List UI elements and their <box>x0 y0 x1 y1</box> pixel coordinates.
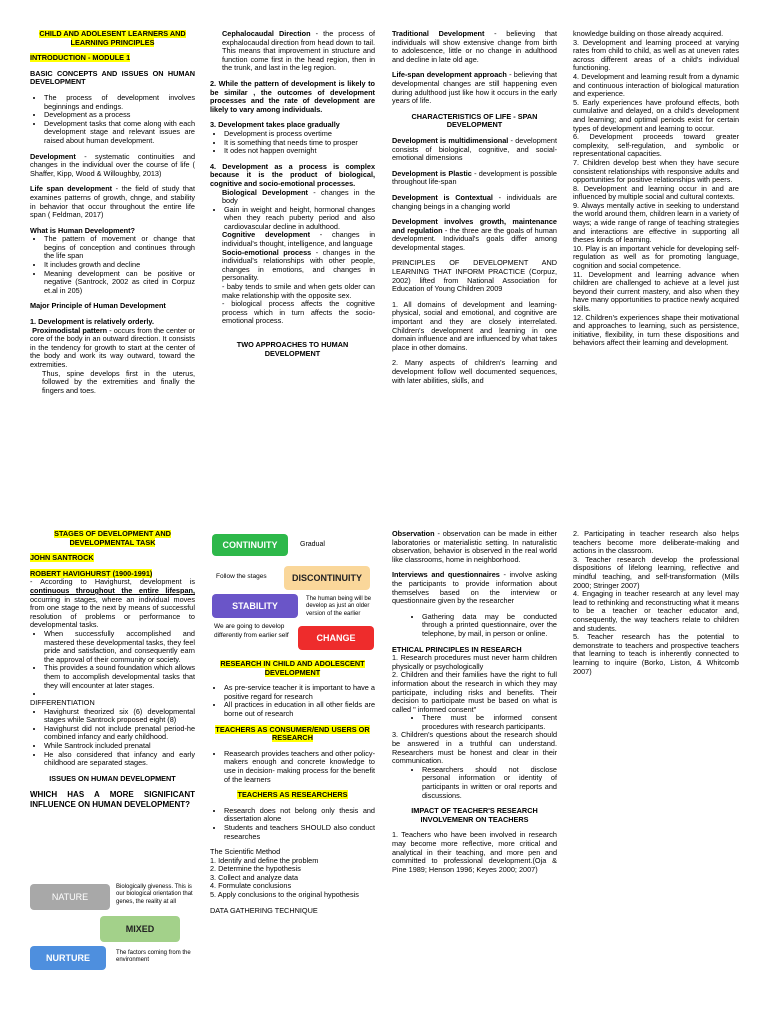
research-list <box>210 684 375 718</box>
biological-development: Biological Development - changes in the body <box>222 187 375 206</box>
baby-text: - baby tends to smile and when gets older can make relationship with the opposite sex. <box>222 282 375 300</box>
list-item: • Havighurst did not include prenatal period-he combined infancy and early childhood. <box>44 725 195 742</box>
impact-item: 3. Teacher research develop the professional dispositions of lifelong learning, reflective and mindful teaching, and self-transformation (Mills 2000; Stringer 2007) <box>573 554 739 590</box>
which-heading: WHICH HAS A MORE SIGNIFICANT INFLUENCE ON HUMAN DEVELOPMENT? <box>30 790 195 809</box>
research-heading: RESEARCH IN CHILD AND ADOLESCENT DEVELOPMENT <box>220 660 365 677</box>
list-item: • This provides a sound foundation which allows them to accomplish developmental tasks that they will encounter at later stages. <box>44 664 195 690</box>
impact-item-1: 1. Teachers who have been involved in research may become more reflective, more critical and analytical in their teaching, and more pen and committed to professional development.(Oja & Pine 1989; Henson 1996; Keyes 2000; 2007) <box>392 830 557 874</box>
basic-concepts-list <box>30 94 195 146</box>
impact-item: 2. Participating in teacher research also helps teachers become more deliberate-making and actions in the classroom. <box>573 530 739 556</box>
document-title: CHILD AND ADOLESENT LEARNERS AND LEARNING PRINCIPLES <box>39 30 186 47</box>
principles-heading: PRINCIPLES OF DEVELOPMENT AND LEARNING THAT INFORM PRACTICE (Corpuz, 2002) lifted from National Association for Education of Young Children 2009 <box>392 258 557 294</box>
bottom-column-2 <box>210 660 375 970</box>
two-approaches-heading: TWO APPROACHES TO HUMAN DEVELOPMENT <box>236 340 349 358</box>
discontinuity-box: DISCONTINUITY <box>284 566 370 590</box>
ethical-3-list <box>392 766 557 800</box>
socio-emotional-process: Socio-emotional process - changes in the individual's relationships with other people, changes in emotions, and changes in personality. <box>222 247 375 283</box>
multidimensional: Development is multidimensional - development consists of biological, cognitive, and social-emotional dimensions <box>392 135 557 163</box>
havighurst-intro: - According to Havighurst, development is continuous throughout the entire lifespan, occurring in stages, where an individual moves from one stage to the next by means of successful resolution of problems or performance to developmental tasks. <box>30 577 195 630</box>
nurture-note: The factors coming from the environment <box>116 950 191 964</box>
list-item: • When successfully accomplished and mastered these developmental tasks, they feel pride and satisfaction, and consequently earn the approval of their community or society. <box>44 630 195 664</box>
principle-3-heading: 3. Development takes place gradually <box>210 120 340 130</box>
principle-item: 11. Development and learning advance when children are challenged to achieve at a level just beyond their current mastery, and also when they have many opportunities to practice newly acquired skills. <box>573 269 739 313</box>
list-item: 3. Collect and analyze data <box>210 872 299 882</box>
nature-note: Biologically giveness. This is our biological orientation that genes, the reality at all <box>116 884 193 905</box>
impact-item: 5. Teacher research has the potential to demonstrate to teachers and prospective teachers that learning to teach is inherently connected to learning to inquire (Borko, Liston, & Whitcomb 2007) <box>573 632 739 676</box>
contextual: Development is Contextual - individuals are changing beings in a changing world <box>392 192 557 211</box>
lifespan-approach: Life-span development approach - believing that developmental changes are still happening even during adulthood just like how it occurs in the early years of life. <box>392 70 557 106</box>
researchers-heading: TEACHERS AS RESEARCHERS <box>237 790 348 800</box>
list-item: 2. Determine the hypothesis <box>210 864 301 874</box>
traditional-development: Traditional Development - believing that individuals will show extensive change from birth to adolescence, little or no change in adulthood and decline in late old age. <box>392 30 557 64</box>
list-item: • Research does not belong only thesis and dissertation alone <box>224 807 375 824</box>
principle-item: 12. Children's experiences shape their motivational and approaches to learning, such as persistence, initiative, flexibility, in turn these dispositions and behaviors affect their learning and development. <box>573 312 739 348</box>
ethical-item-1: 1. Research procedures must never harm children physically or psychologically <box>392 653 557 671</box>
list-item: 1. Identify and define the problem <box>210 855 319 865</box>
module-label: INTRODUCTION - MODULE 1 <box>30 53 131 63</box>
list-item: • Researchers should not disclose personal information or identity of participants in written or oral reports and discussions. <box>422 766 557 800</box>
what-is-list <box>30 235 195 295</box>
researchers-list <box>210 807 375 841</box>
ethical-item-2: 2. Children and their families have the right to full information about the research in which they may participate, including risks and benefits. Their decision to participate must be based on what is called " informed consent" <box>392 670 557 714</box>
list-item: • The process of development involves beginnings and endings. <box>44 94 195 111</box>
change-note: We are going to develop differently from earlier self <box>214 623 289 639</box>
differentiation-heading: DIFFERENTIATION <box>30 698 95 708</box>
principle-3-list <box>210 130 375 156</box>
development-definition: Development - systematic continuities and changes in the individual over the course of life ( Shaffer, Kipp, Wood & Willoughby, 2013) <box>30 151 195 178</box>
list-item: • Havighurst theorized six (6) developmental stages while Santrock proposed eight (8) <box>44 708 195 725</box>
principle-item-2-cont: knowledge building on those already acquired. <box>573 30 724 38</box>
list-item: • Reasearch provides teachers and other policy-makers enough and concrete knowledge to use in decision- making process for the benefit of the learners <box>224 750 375 784</box>
list-item: • Development as a process <box>44 111 195 120</box>
differentiation-list <box>30 708 195 768</box>
principle-item: 4. Development and learning result from a dynamic and continuous interaction of biological maturation and experience. <box>573 71 739 99</box>
major-principle-heading: Major Principle of Human Development <box>30 301 166 311</box>
scientific-method-heading: The Scientific Method <box>210 847 281 857</box>
principle-item: 10. Play is an important vehicle for developing self-regulation as well as for promoting language, cognition and social competence. <box>573 243 739 271</box>
change-box: CHANGE <box>298 626 374 650</box>
ethical-2-list <box>392 714 557 731</box>
plastic: Development is Plastic - development is possible throughout life-span <box>392 168 557 187</box>
impact-item: 4. Engaging in teacher research at any level may lead to rethinking and reconstructing what it means to be a teacher or teacher educator and, consequently, the way teachers relate to children and students. <box>573 589 739 633</box>
top-column-4 <box>573 30 739 475</box>
impact-heading: IMPACT OF TEACHER'S RESEARCH INVOLVEMENR ON TEACHERS <box>411 806 538 824</box>
consumer-list <box>210 750 375 784</box>
list-item: • It includes growth and decline <box>44 261 195 270</box>
list-item: • As pre-service teacher it is important to have a positive regard for research <box>224 684 375 701</box>
observation-paragraph: Observation - observation can be made in either laboratories or materialistic setting. In naturalistic observation, behavior is observed in the real world like classrooms, home in neighborhood. <box>392 530 557 564</box>
principle-item: 5. Early experiences have profound effects, both cumulative and delayed, on a child's development and learning; and optimal periods exist for certain types of development and learning to occur. <box>573 97 739 133</box>
gradual-label: Gradual <box>300 541 325 548</box>
list-item: • Gathering data may be conducted through a printed questionnaire, over the telephone, by mail, in person or online. <box>422 613 557 639</box>
list-item: • While Santrock included prenatal <box>44 742 195 751</box>
bottom-column-1 <box>30 530 195 895</box>
continuity-box: CONTINUITY <box>212 534 288 556</box>
stability-note: The human being will be develop as just an older version of the earlier <box>306 596 372 617</box>
interviews-paragraph: Interviews and questionnaires - involve asking the participants to provide information about themselves based on the interview or questionnaire given by the researcher <box>392 570 557 606</box>
nature-box: NATURE <box>30 884 110 910</box>
proximodistal-definition: Proximodistal pattern - occurs from the center or core of the body in an outward direction. It consists in the tendency for growth to start at the center of the body and work its way outward, toward the extremities. <box>30 325 195 369</box>
stages-title: STAGES OF DEVELOPMENT AND DEVELOPMENTAL TASK <box>54 530 171 547</box>
biological-list <box>210 206 375 232</box>
interviews-list <box>392 613 557 639</box>
ethical-heading: ETHICAL PRINCIPLES IN RESEARCH <box>392 644 522 654</box>
growth-maintenance: Development involves growth, maintenance and regulation - the three are the goals of human development. Individual's goals differ among developmental stages. <box>392 217 557 252</box>
principle-item: 9. Always mentally active in seeking to understand the world around them, children learn in a variety of ways; a wide range of range of teaching strategies and interactions are effective in supporting all theses kinds of learning. <box>573 200 739 245</box>
principle-2-heading: 2. While the pattern of development is likely to be similar , the outcomes of development processes and the rate of development are likely to vary among individuals. <box>210 78 375 114</box>
top-column-2 <box>210 30 375 475</box>
biological-process-text: - biological process affects the cognitive process which in turn affects the socio-emotional process. <box>222 299 375 326</box>
issues-heading: ISSUES ON HUMAN DEVELOPMENT <box>49 773 176 783</box>
cephalocaudal-definition: Cephalocaudal Direction - the process of exphalocaudal direction from head down to tail. This means that improvement in structure and function come first in the head region, then in the trunk, and last in the leg region. <box>222 30 375 73</box>
principle-item: 3. Development and learning proceed at varying rates from child to child, as well as at uneven rates across different areas of a child's individual functioning. <box>573 37 739 73</box>
data-gathering-heading: DATA GATHERING TECHNIQUE <box>210 905 318 915</box>
list-item: • All practices in education in all other fields are borne out of research <box>224 701 375 718</box>
follow-stages-label: Follow the stages <box>216 573 267 580</box>
principle-1-heading: 1. Development is relatively orderly. <box>30 317 154 327</box>
principle-item-1: 1. All domains of development and learning-physical, social and emotional, and cognitive are important and they are closely interrelated. Children's development and learning in one domain influence and are influenced by what takes place in other domains. <box>392 299 557 352</box>
principle-item: 6. Development proceeds toward greater complexity, self-regulation, and symbolic or representational capacities. <box>573 132 739 159</box>
principle-4-heading: 4. Development as a process is complex because it is the product of biological, cognitive and socio-emotional processes. <box>210 161 375 188</box>
mixed-box: MIXED <box>100 916 180 942</box>
list-item: 4. Formulate conclusions <box>210 881 292 891</box>
bottom-column-3 <box>392 530 557 960</box>
list-item: • Development is process overtime <box>224 130 375 139</box>
santrock-label: JOHN SANTROCK <box>30 553 94 563</box>
havighurst-list <box>30 630 195 699</box>
principle-item-2: 2. Many aspects of children's learning and development follow well documented sequences, with later abilities, skills, and <box>392 358 557 385</box>
list-item: • Students and teachers SHOULD also conduct researches <box>224 824 375 841</box>
list-item: 5. Apply conclusions to the original hypothesis <box>210 890 359 900</box>
list-item: • The pattern of movement or change that begins of conception and continues through the life span <box>44 235 195 261</box>
list-item: • It is something that needs time to prosper <box>224 139 375 148</box>
characteristics-heading: CHARACTERISTICS OF LIFE - SPAN DEVELOPMENT <box>411 111 538 130</box>
list-item: • Meaning development can be positive or negative (Santrock, 2002 as cited in Corpuz et.al in 205) <box>44 270 195 296</box>
bottom-column-4 <box>573 530 739 830</box>
consumer-heading: TEACHERS AS CONSUMER/END USERS OR RESEARCH <box>215 724 370 743</box>
list-item: • It odes not happen overnight <box>224 147 375 156</box>
lifespan-definition: Life span development - the field of study that examines patterns of growth, chnge, and stability in behavior that occur throughout the entire life span ( Feldman, 2017) <box>30 184 195 220</box>
cognitive-development: Cognitive development - changes in individual's thought, intelligence, and language <box>222 230 375 249</box>
scientific-method-list <box>210 857 375 900</box>
nurture-box: NURTURE <box>30 946 106 970</box>
list-item: • There must be informed consent procedures with research participants. <box>422 714 557 731</box>
proximodistal-extra: Thus, spine develops first in the uterus, followed by the extremities and finally the fingers and toes. <box>42 368 195 395</box>
list-item: • Development tasks that come along with each development stage and relevant issues are raised about human development. <box>44 120 195 146</box>
principle-item: 7. Children develop best when they have secure consistent relationships with responsive adults and opportunities for positive relationships with peers. <box>573 157 739 185</box>
basic-concepts-heading: BASIC CONCEPTS AND ISSUES ON HUMAN DEVELOPMENT <box>30 68 195 87</box>
principle-item: 8. Development and learning occur in and are influenced by multiple social and cultural contexts. <box>573 183 739 202</box>
list-item: • He also considered that infancy and early childhood are separated stages. <box>44 751 195 768</box>
stability-box: STABILITY <box>212 594 298 618</box>
top-column-3 <box>392 30 557 475</box>
list-item: • Gain in weight and height, hormonal changes when they reach puberty period and also cardiovascular decline in adulthood. <box>224 206 375 232</box>
top-column-1 <box>30 30 195 475</box>
ethical-item-3: 3. Children's questions about the research should be answered in a truthful can understand. Researchers must be honest and clear in their communication. <box>392 730 557 766</box>
what-is-heading: What is Human Development? <box>30 225 136 235</box>
havighurst-label: ROBERT HAVIGHURST (1900-1991) <box>30 568 153 578</box>
